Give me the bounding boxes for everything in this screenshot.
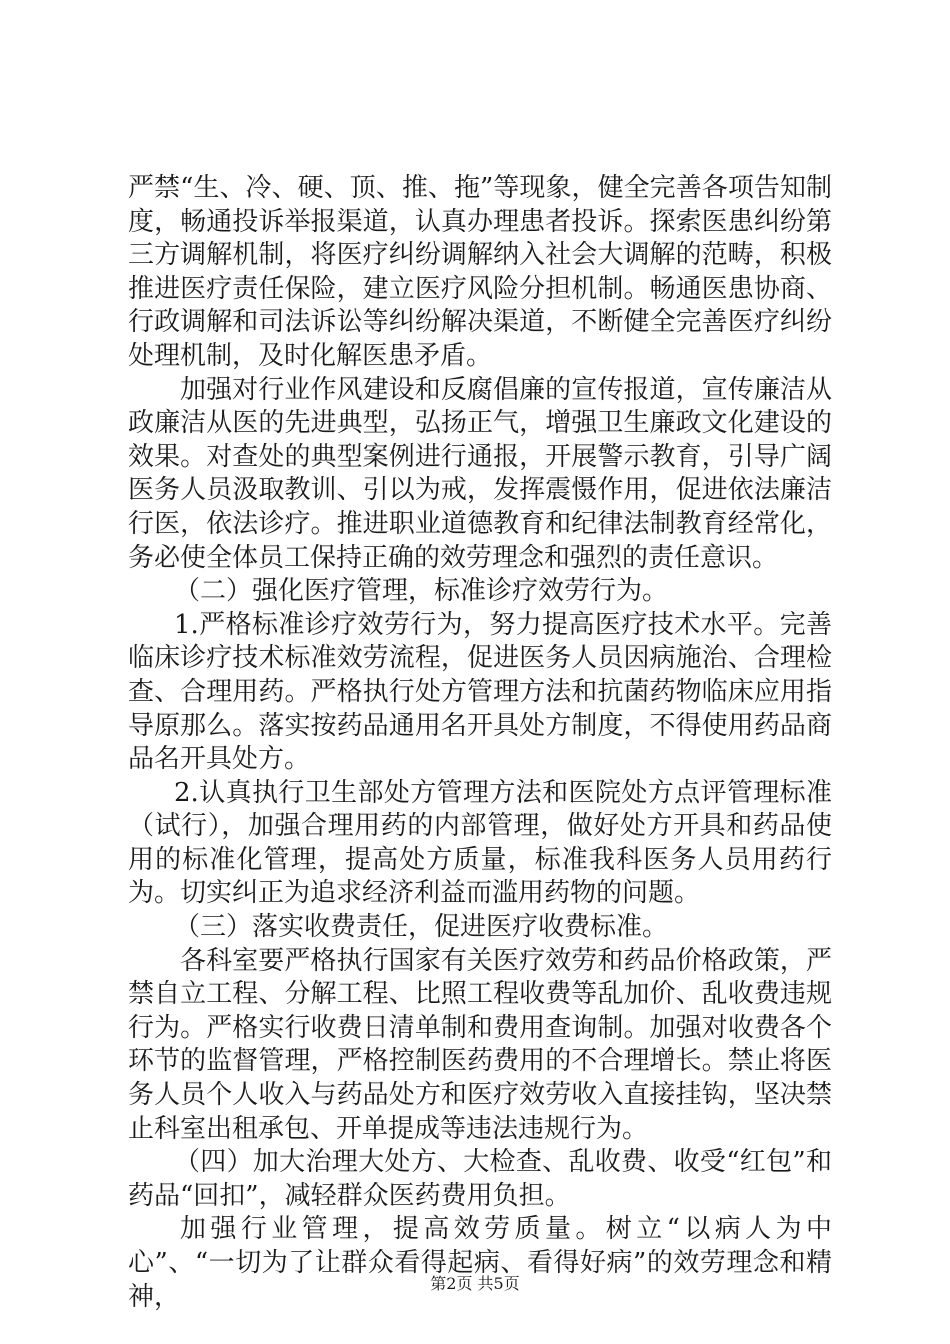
paragraph-service-quality: 加强行业管理，提高效劳质量。树立“以病人为中心”、“一切为了让群众看得起病、看得好病”的效劳理念和精神，: [128, 1214, 832, 1312]
paragraph-dispute-resolution: 严禁“生、冷、硬、顶、推、拖”等现象，健全完善各项告知制度，畅通投诉举报渠道，认真办理患者投诉。探索医患纠纷第三方调解机制，将医疗纠纷调解纳入社会大调解的范畴，积极推进医疗责任保险，建立医疗风险分担机制。畅通医患协商、行政调解和司法诉讼等纠纷解决渠道，不断健全完善医疗纠纷处理机制，及时化解医患矛盾。: [128, 173, 832, 371]
paragraph-fees: 各科室要严格执行国家有关医疗效劳和药品价格政策，严禁自立工程、分解工程、比照工程收费等乱加价、乱收费违规行为。严格实行收费日清单制和费用查询制。加强对收费各个环节的监督管理，严格控制医药费用的不合理增长。禁止将医务人员个人收入与药品处方和医疗效劳收入直接挂钩，坚决禁止科室出租承包、开单提成等违法违规行为。: [128, 945, 832, 1144]
page-number: 第2页 共5页: [430, 1274, 520, 1293]
section-heading-2: （二）强化医疗管理，标准诊疗效劳行为。: [174, 576, 669, 607]
section-heading-4: （四）加大治理大处方、大检查、乱收费、收受“红包”和药品“回扣”，减轻群众医药费用负担。: [128, 1147, 832, 1211]
section-heading-3: （三）落实收费责任，促进医疗收费标准。: [174, 912, 669, 943]
paragraph-publicity: 加强对行业作风建设和反腐倡廉的宣传报道，宣传廉洁从政廉洁从医的先进典型，弘扬正气，增强卫生廉政文化建设的效果。对查处的典型案例进行通报，开展警示教育，引导广阔医务人员汲取教训、引以为戒，发挥震慑作用，促进依法廉洁行医，依法诊疗。推进职业道德教育和纪律法制教育经常化，务必使全体员工保持正确的效劳理念和强烈的责任意识。: [128, 374, 832, 573]
document-body: [128, 172, 832, 1314]
paragraph-item-1: 1.严格标准诊疗效劳行为，努力提高医疗技术水平。完善临床诊疗技术标准效劳流程，促进医务人员因病施治、合理检查、合理用药。严格执行处方管理方法和抗菌药物临床应用指导原那么。落实按药品通用名开具处方制度，不得使用药品商品名开具处方。: [128, 609, 832, 775]
paragraph-item-2: 2.认真执行卫生部处方管理方法和医院处方点评管理标准（试行），加强合理用药的内部管理，做好处方开具和药品使用的标准化管理，提高处方质量，标准我科医务人员用药行为。切实纠正为追求经济利益而滥用药物的问题。: [128, 777, 832, 909]
